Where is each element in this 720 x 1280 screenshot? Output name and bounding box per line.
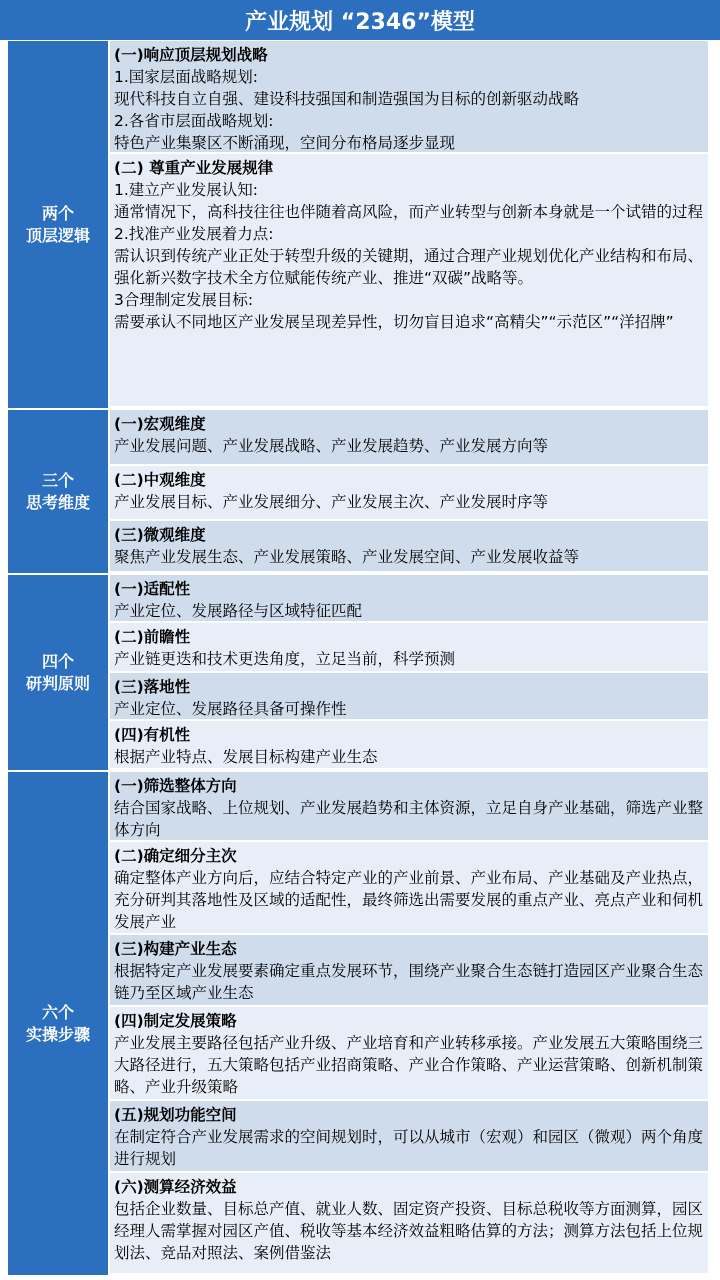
section-items: [110, 410, 708, 573]
item-text: 产业发展目标、产业发展细分、产业发展主次、产业发展时序等: [114, 493, 549, 511]
item-text: 1.建立产业发展认知:: [114, 181, 259, 199]
section-label-line: 研判原则: [25, 673, 90, 693]
item-box: [110, 842, 708, 935]
item-box: [110, 1173, 708, 1273]
section-label-line: 两个: [41, 203, 74, 223]
section-label: [8, 410, 108, 573]
section-label-line: 六个: [41, 1002, 74, 1022]
item-text: 在制定符合产业发展需求的空间规划时，可以从城市（宏观）和园区（微观）两个角度进行规划: [114, 1128, 704, 1168]
item-text: 产业定位、发展路径与区域特征匹配: [114, 602, 363, 620]
item-box: [110, 41, 708, 154]
item-box: [110, 673, 708, 721]
item-box: [110, 154, 708, 406]
item-text: 包括企业数量、目标总产值、就业人数、固定资产投资、目标总税收等方面测算，园区经理人需掌握对园区产值、税收等基本经济效益粗略估算的方法；测算方法包括上位规划法、竞品对照法、案例借鉴法: [114, 1200, 704, 1262]
item-text: 聚焦产业发展生态、产业发展策略、产业发展空间、产业发展收益等: [114, 548, 580, 566]
section-items: [110, 772, 708, 1275]
section-2: [8, 410, 708, 573]
item-heading: (二)前瞻性: [114, 628, 191, 646]
section-label: [8, 41, 108, 408]
item-text: 2.各省市层面战略规划:: [114, 112, 274, 130]
item-text: 产业定位、发展路径具备可操作性: [114, 700, 347, 718]
section-items: [110, 575, 708, 770]
item-box: [110, 935, 708, 1007]
item-box: [110, 410, 708, 466]
section-label: [8, 575, 108, 770]
item-heading: (一)响应顶层规划战略: [114, 46, 268, 64]
item-text: 产业链更迭和技术更迭角度，立足当前，科学预测: [114, 650, 456, 668]
item-heading: (四)制定发展策略: [114, 1012, 237, 1030]
item-heading: (三)构建产业生态: [114, 940, 237, 958]
item-text: 特色产业集聚区不断涌现，空间分布格局逐步显现: [114, 134, 456, 152]
item-heading: (二) 尊重产业发展规律: [114, 159, 274, 177]
item-text: 确定整体产业方向后，应结合特定产业的产业前景、产业布局、产业基础及产业热点，充分研判其落地性及区域的适配性，最终筛选出需要发展的重点产业、亮点产业和伺机发展产业: [114, 869, 704, 931]
item-box: [110, 466, 708, 521]
item-text: 通常情况下，高科技往往也伴随着高风险，而产业转型与创新本身就是一个试错的过程: [114, 203, 704, 221]
item-heading: (三)微观维度: [114, 526, 206, 544]
item-heading: (二)中观维度: [114, 471, 206, 489]
item-heading: (三)落地性: [114, 678, 191, 696]
item-box: [110, 772, 708, 842]
section-label-line: 实操步骤: [25, 1024, 90, 1044]
item-box: [110, 721, 708, 768]
item-box: [110, 1101, 708, 1173]
section-3: [8, 575, 708, 770]
item-box: [110, 521, 708, 571]
item-heading: (二)确定细分主次: [114, 847, 237, 865]
section-4: [8, 772, 708, 1275]
item-text: 2.找准产业发展着力点:: [114, 225, 274, 243]
item-text: 根据产业特点、发展目标构建产业生态: [114, 748, 378, 766]
item-heading: (一)筛选整体方向: [114, 777, 237, 795]
item-heading: (一)宏观维度: [114, 415, 206, 433]
item-text: 需要承认不同地区产业发展呈现差异性，切勿盲目追求“高精尖”“示范区”“洋招牌”: [114, 313, 674, 331]
section-1: [8, 41, 708, 408]
item-text: 需认识到传统产业正处于转型升级的关键期，通过合理产业规划优化产业结构和布局、强化新兴数字技术全方位赋能传统产业、推进“双碳”战略等。: [114, 247, 704, 287]
item-text: 结合国家战略、上位规划、产业发展趋势和主体资源，立足自身产业基础，筛选产业整体方向: [114, 799, 704, 839]
section-items: [110, 41, 708, 408]
item-text: 根据特定产业发展要素确定重点发展环节，围绕产业聚合生态链打造园区产业聚合生态链乃至区域产业生态: [114, 962, 704, 1002]
item-text: 3合理制定发展目标:: [114, 291, 254, 309]
item-heading: (六)测算经济效益: [114, 1178, 237, 1196]
item-text: 现代科技自立自强、建设科技强国和制造强国为目标的创新驱动战略: [114, 90, 580, 108]
item-heading: (五)规划功能空间: [114, 1106, 237, 1124]
item-box: [110, 1007, 708, 1101]
item-heading: (一)适配性: [114, 580, 191, 598]
item-box: [110, 575, 708, 623]
section-label-line: 三个: [41, 470, 74, 490]
page-title: 产业规划 “2346”模型: [0, 0, 720, 40]
item-heading: (四)有机性: [114, 726, 191, 744]
section-label-line: 思考维度: [25, 492, 90, 512]
item-text: 产业发展主要路径包括产业升级、产业培育和产业转移承接。产业发展五大策略围绕三大路径进行，五大策略包括产业招商策略、产业合作策略、产业运营策略、创新机制策略、产业升级策略: [114, 1034, 704, 1096]
item-text: 1.国家层面战略规划:: [114, 68, 259, 86]
item-box: [110, 623, 708, 673]
section-label: [8, 772, 108, 1275]
item-text: 产业发展问题、产业发展战略、产业发展趋势、产业发展方向等: [114, 437, 549, 455]
section-label-line: 顶层逻辑: [25, 225, 90, 245]
section-label-line: 四个: [41, 651, 74, 671]
